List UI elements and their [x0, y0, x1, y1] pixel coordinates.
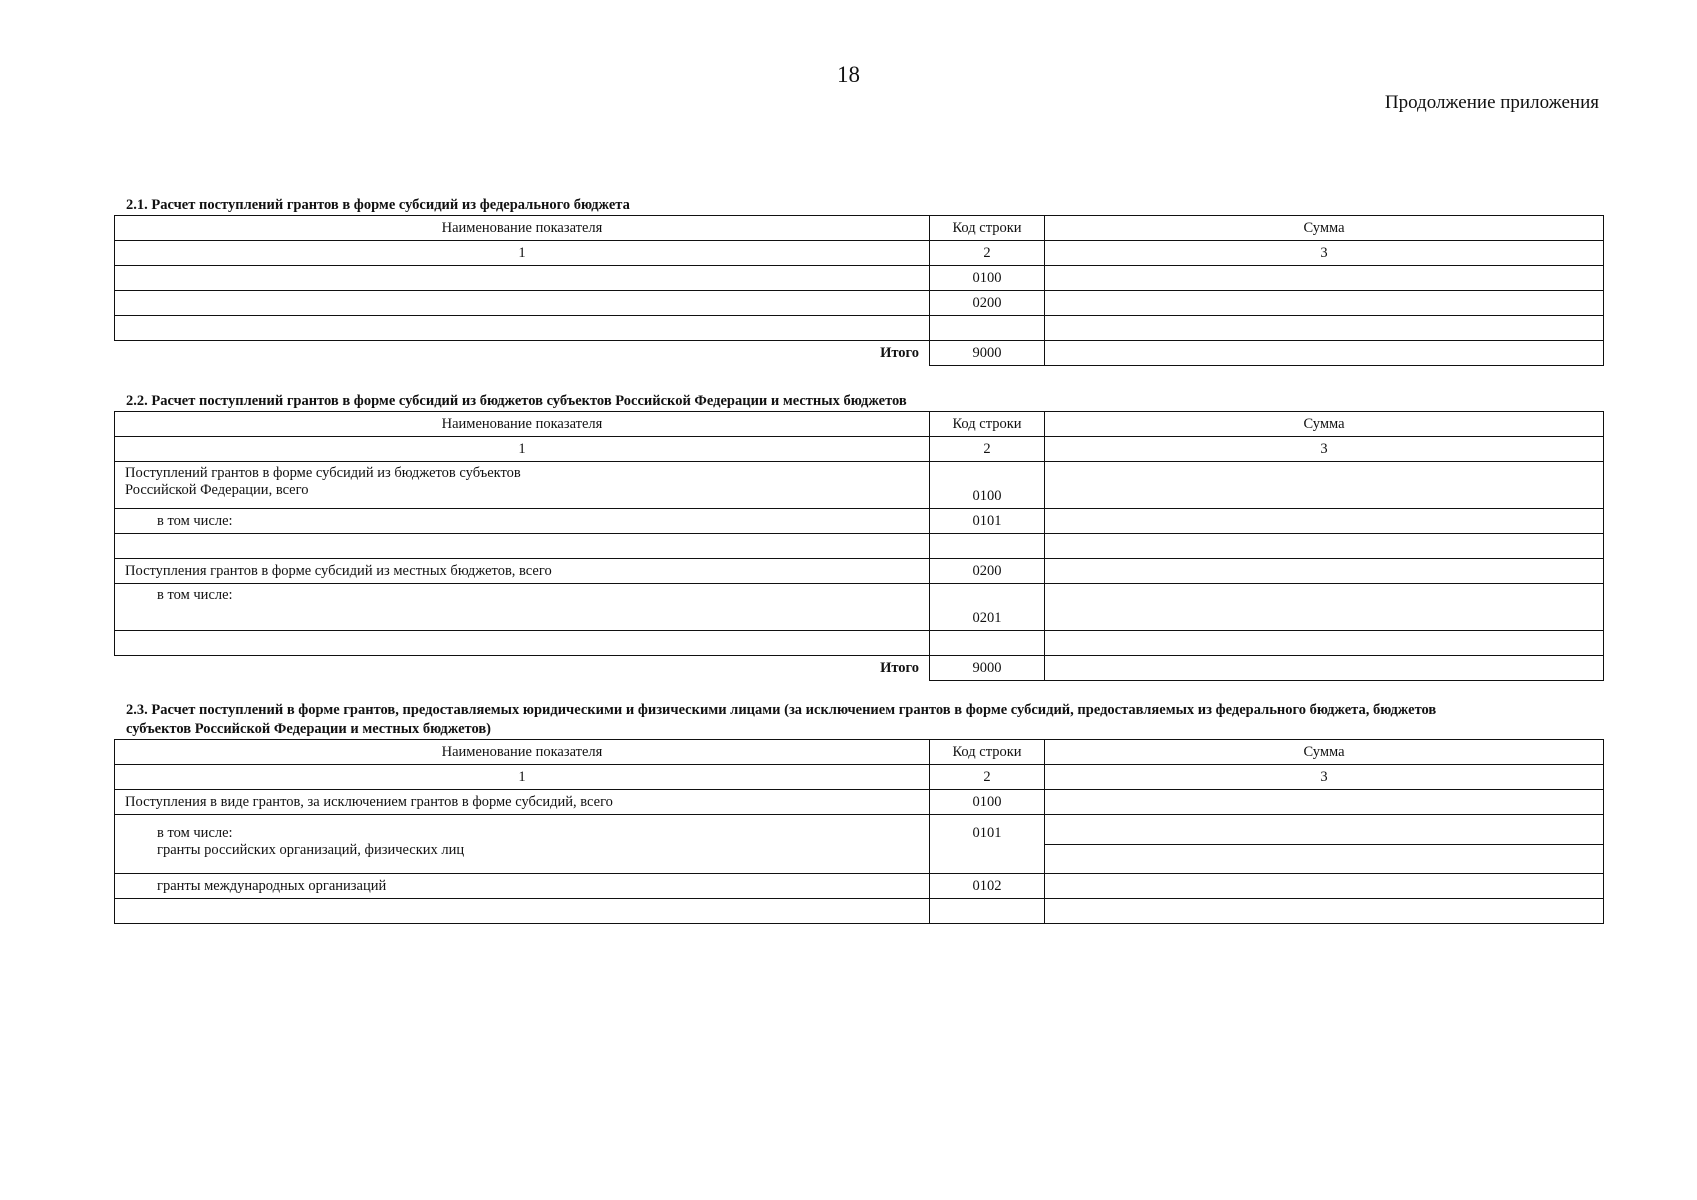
row-sum[interactable] — [1045, 584, 1604, 631]
header-name: Наименование показателя — [115, 412, 930, 437]
row-code: 0201 — [930, 584, 1045, 631]
row-name: Поступления грантов в форме субсидий из местных бюджетов, всего — [115, 559, 930, 584]
row-sum[interactable] — [1045, 316, 1604, 341]
row-name[interactable] — [115, 316, 930, 341]
section-2-1 — [114, 196, 1603, 366]
table-row — [115, 874, 1604, 899]
row-code — [930, 899, 1045, 924]
continuation-label: Продолжение приложения — [1384, 92, 1599, 113]
row-sum[interactable] — [1045, 844, 1603, 869]
row-code: 0101 — [930, 509, 1045, 534]
row-name-line: гранты российских организаций, физических лиц — [157, 842, 465, 858]
column-number: 2 — [930, 241, 1045, 266]
row-name: Поступления в виде грантов, за исключением грантов в форме субсидий, всего — [115, 790, 930, 815]
row-sum[interactable] — [1045, 534, 1604, 559]
total-code: 9000 — [930, 656, 1045, 681]
header-code: Код строки — [930, 740, 1045, 765]
page-number: 18 — [837, 62, 860, 87]
row-name: гранты международных организаций — [115, 874, 930, 899]
federal-grants-table — [114, 215, 1604, 366]
table-row — [115, 584, 1604, 631]
column-number: 1 — [115, 241, 930, 266]
table-row — [115, 266, 1604, 291]
column-number: 2 — [930, 437, 1045, 462]
table-row — [115, 899, 1604, 924]
row-code: 0102 — [930, 874, 1045, 899]
row-name[interactable] — [115, 631, 930, 656]
row-sum[interactable] — [1045, 462, 1604, 509]
table-row — [115, 790, 1604, 815]
column-number: 1 — [115, 437, 930, 462]
row-sum[interactable] — [1045, 266, 1604, 291]
row-code: 0100 — [930, 790, 1045, 815]
total-row — [115, 656, 1604, 681]
section-title-line: субъектов Российской Федерации и местных бюджетов) — [126, 721, 491, 737]
column-number-row — [115, 241, 1604, 266]
row-name[interactable] — [115, 899, 930, 924]
row-code — [930, 631, 1045, 656]
row-sum-split — [1045, 815, 1604, 874]
table-row — [115, 631, 1604, 656]
section-title: 2.2. Расчет поступлений грантов в форме субсидий из бюджетов субъектов Российской Федерации и местных бюджетов — [126, 393, 907, 409]
row-code — [930, 316, 1045, 341]
table-row — [115, 316, 1604, 341]
row-name-line: в том числе: — [157, 825, 233, 841]
table-row — [115, 559, 1604, 584]
header-sum: Сумма — [1045, 412, 1604, 437]
column-number: 3 — [1045, 765, 1604, 790]
row-sum[interactable] — [1045, 790, 1604, 815]
total-sum[interactable] — [1045, 341, 1604, 366]
row-code: 0200 — [930, 559, 1045, 584]
row-name-line: Поступлений грантов в форме субсидий из бюджетов субъектов — [125, 465, 521, 481]
row-code: 0100 — [930, 266, 1045, 291]
column-number-row — [115, 437, 1604, 462]
row-code — [930, 534, 1045, 559]
header-row — [115, 216, 1604, 241]
header-sum: Сумма — [1045, 216, 1604, 241]
row-name: в том числе: — [115, 584, 930, 631]
header-name: Наименование показателя — [115, 740, 930, 765]
section-title: 2.1. Расчет поступлений грантов в форме субсидий из федерального бюджета — [126, 197, 630, 213]
row-sum[interactable] — [1045, 820, 1603, 844]
row-name: в том числе: — [115, 509, 930, 534]
row-name[interactable] — [115, 291, 930, 316]
table-row — [115, 509, 1604, 534]
row-code: 0100 — [930, 462, 1045, 509]
row-sum[interactable] — [1045, 559, 1604, 584]
section-title-line: 2.3. Расчет поступлений в форме грантов, предоставляемых юридическими и физическими лицами (за исключением грантов в форме субсидий, предоставляемых из федерального бюджета, бюджетов — [126, 702, 1437, 718]
row-sum[interactable] — [1045, 509, 1604, 534]
row-name-line: Российской Федерации, всего — [125, 482, 309, 498]
table-row — [115, 534, 1604, 559]
row-code: 0101 — [930, 815, 1045, 874]
header-name: Наименование показателя — [115, 216, 930, 241]
column-number: 3 — [1045, 437, 1604, 462]
section-title — [114, 701, 1603, 739]
row-sum[interactable] — [1045, 874, 1604, 899]
table-row — [115, 291, 1604, 316]
header-sum: Сумма — [1045, 740, 1604, 765]
header-code: Код строки — [930, 216, 1045, 241]
total-code: 9000 — [930, 341, 1045, 366]
column-number: 1 — [115, 765, 930, 790]
row-name — [115, 462, 930, 509]
header-row — [115, 740, 1604, 765]
column-number-row — [115, 765, 1604, 790]
header-row — [115, 412, 1604, 437]
row-sum[interactable] — [1045, 291, 1604, 316]
regional-grants-table — [114, 411, 1604, 681]
total-label: Итого — [880, 659, 919, 676]
total-sum[interactable] — [1045, 656, 1604, 681]
row-name[interactable] — [115, 534, 930, 559]
row-name[interactable] — [115, 266, 930, 291]
row-sum[interactable] — [1045, 631, 1604, 656]
section-2-3 — [114, 701, 1603, 924]
row-name — [115, 815, 930, 874]
column-number: 2 — [930, 765, 1045, 790]
legal-entity-grants-table — [114, 739, 1604, 924]
section-2-2 — [114, 392, 1603, 681]
row-code: 0200 — [930, 291, 1045, 316]
total-row — [115, 341, 1604, 366]
row-sum[interactable] — [1045, 899, 1604, 924]
header-code: Код строки — [930, 412, 1045, 437]
table-row — [115, 462, 1604, 509]
column-number: 3 — [1045, 241, 1604, 266]
table-row — [115, 815, 1604, 874]
total-label: Итого — [880, 344, 919, 361]
